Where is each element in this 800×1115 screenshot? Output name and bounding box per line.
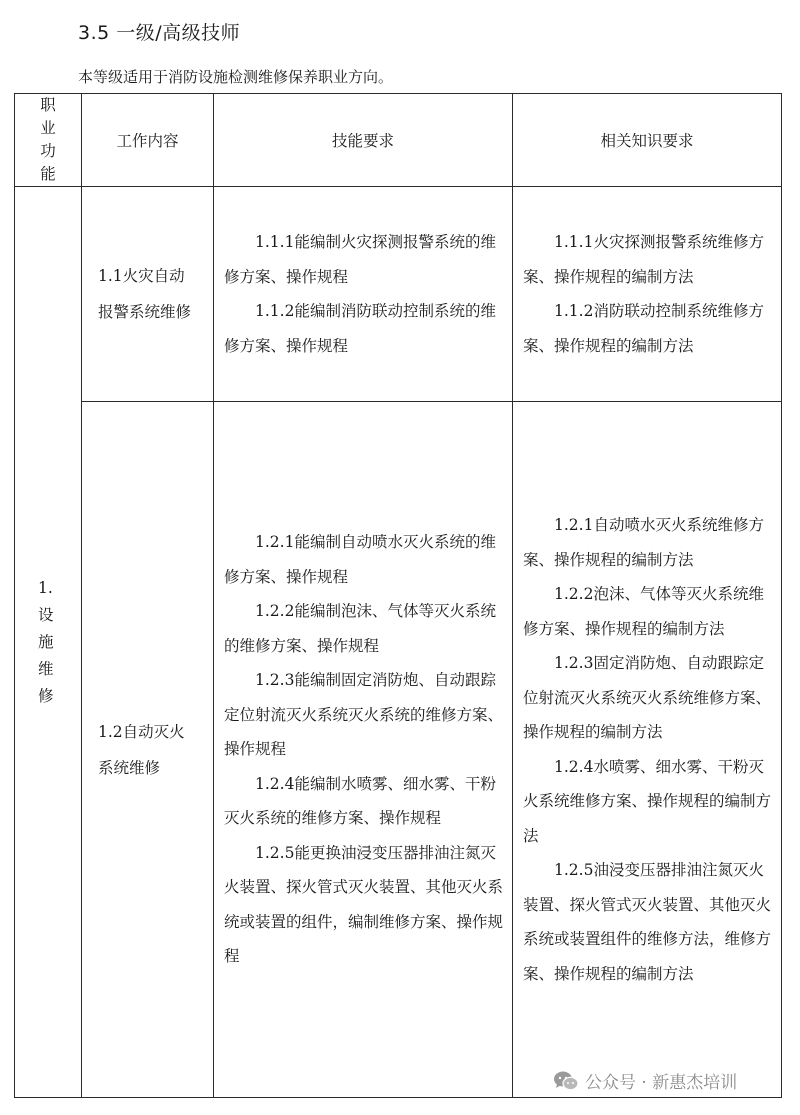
knowledge-item: 1.2.4水喷雾、细水雾、干粉灭火系统维修方案、操作规程的编制方法 (523, 757, 772, 845)
function-label-line: 1. (38, 578, 53, 597)
table-row (15, 402, 782, 1098)
skills-cell (214, 402, 513, 1098)
skill-requirements-table (14, 93, 782, 1098)
table-row (15, 187, 782, 402)
function-label-line: 设 (38, 605, 54, 624)
wechat-icon (553, 1070, 579, 1092)
intro-text: 本等级适用于消防设施检测维修保养职业方向。 (78, 68, 394, 86)
skill-item: 1.2.1能编制自动喷水灭火系统的维修方案、操作规程 (224, 533, 496, 586)
watermark (553, 1068, 737, 1093)
table-header-row (15, 94, 782, 187)
skill-item: 1.1.2能编制消防联动控制系统的维修方案、操作规程 (224, 302, 496, 355)
work-content-cell: 1.2自动灭火系统维修 (82, 402, 214, 1098)
skill-item: 1.2.4能编制水喷雾、细水雾、干粉灭火系统的维修方案、操作规程 (224, 774, 496, 828)
skills-cell (214, 187, 513, 402)
knowledge-item: 1.2.2泡沫、气体等灭火系统维修方案、操作规程的编制方法 (523, 585, 764, 638)
header-work-content: 工作内容 (82, 94, 214, 187)
function-cell (15, 187, 82, 1098)
function-label-line: 修 (38, 686, 54, 705)
knowledge-cell (513, 187, 782, 402)
knowledge-item: 1.2.3固定消防炮、自动跟踪定位射流灭火系统灭火系统维修方案、操作规程的编制方法 (523, 654, 772, 741)
skill-item: 1.1.1能编制火灾探测报警系统的维修方案、操作规程 (224, 233, 496, 286)
knowledge-item: 1.1.2消防联动控制系统维修方案、操作规程的编制方法 (523, 302, 764, 355)
skill-item: 1.2.5能更换油浸变压器排油注氮灭火装置、探火管式灭火装置、其他灭火系统或装置的组件，编制维修方案、操作规程 (224, 843, 504, 966)
knowledge-item: 1.2.5油浸变压器排油注氮灭火装置、探火管式灭火装置、其他灭火系统或装置组件的维修方法，维修方案、操作规程的编制方法 (523, 861, 772, 983)
work-content-cell: 1.1火灾自动报警系统维修 (82, 187, 214, 402)
knowledge-item: 1.2.1自动喷水灭火系统维修方案、操作规程的编制方法 (523, 516, 764, 569)
header-knowledge-requirements: 相关知识要求 (513, 94, 782, 187)
header-function: 职业功能 (15, 94, 82, 187)
watermark-text: 公众号 · 新惠杰培训 (585, 1073, 738, 1093)
function-label-line: 施 (38, 632, 54, 651)
skill-item: 1.2.3能编制固定消防炮、自动跟踪定位射流灭火系统灭火系统的维修方案、操作规程 (224, 671, 504, 759)
skill-item: 1.2.2能编制泡沫、气体等灭火系统的维修方案、操作规程 (224, 602, 496, 655)
knowledge-item: 1.1.1火灾探测报警系统维修方案、操作规程的编制方法 (523, 233, 764, 286)
function-label-line: 维 (38, 659, 54, 678)
section-title: 3.5 一级/高级技师 (78, 22, 241, 44)
header-skill-requirements: 技能要求 (214, 94, 513, 187)
knowledge-cell (513, 402, 782, 1098)
